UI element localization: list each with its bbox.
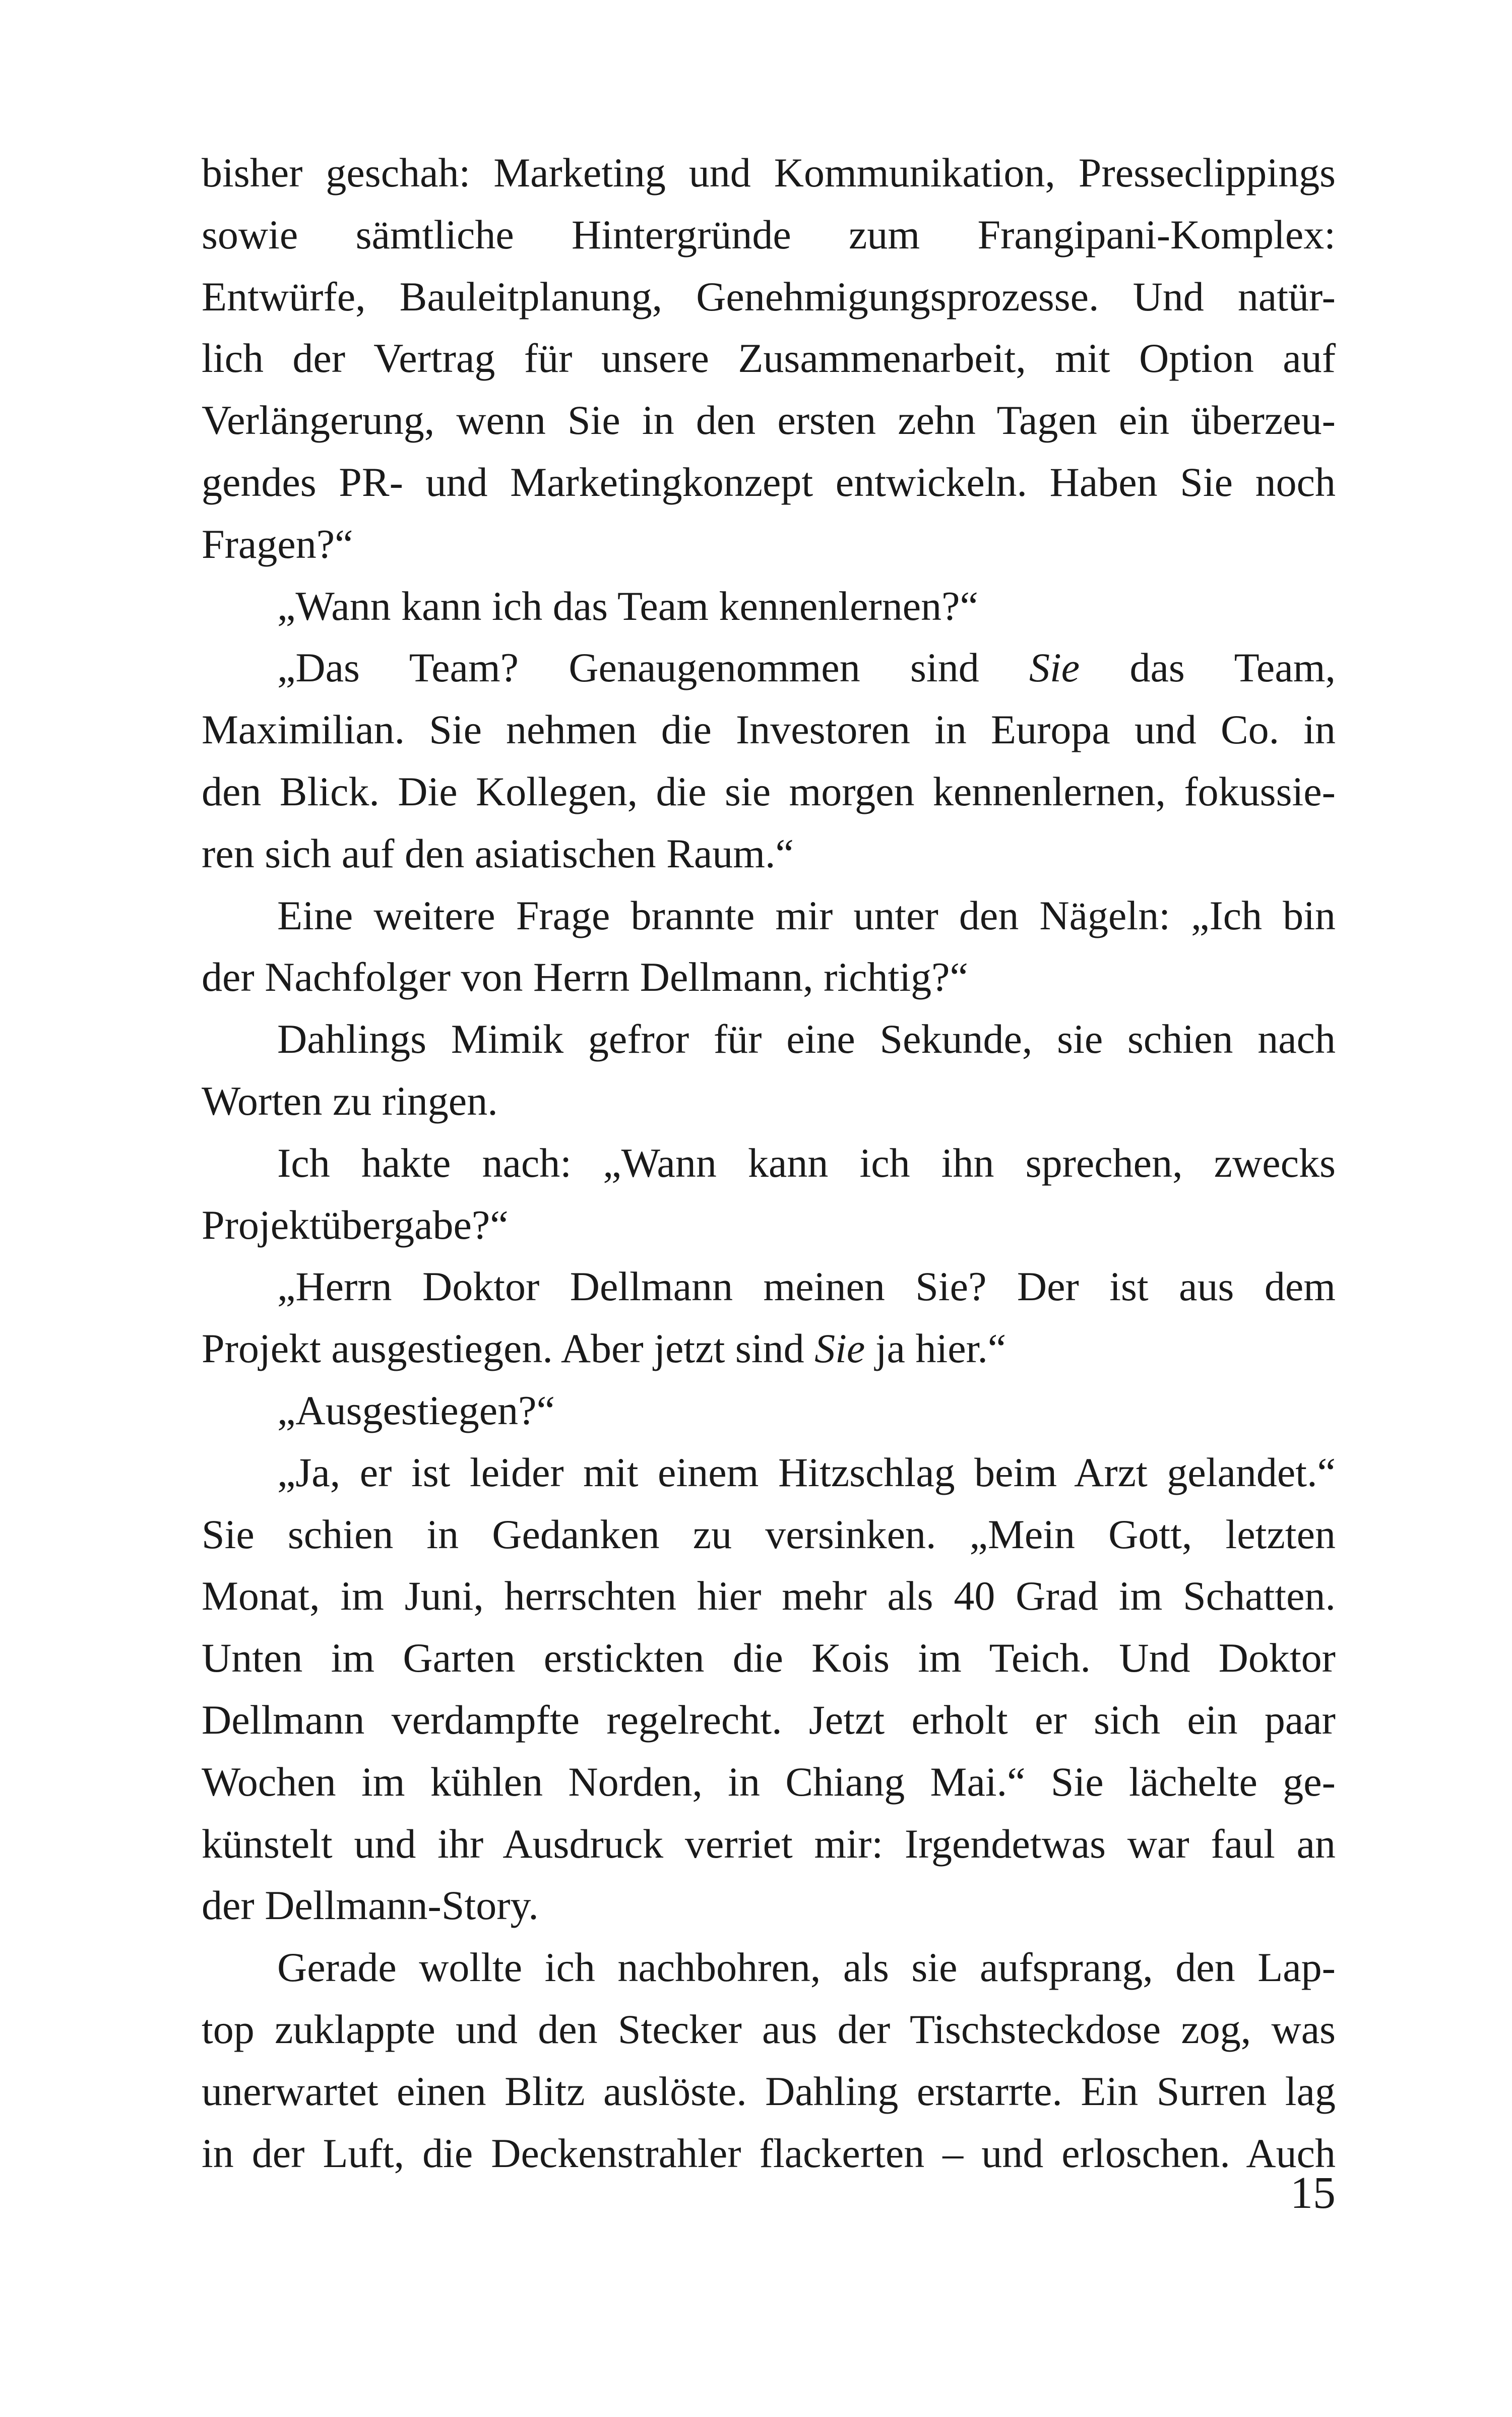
text-line: Entwürfe, Bauleitplanung, Genehmigungsprozesse. Und natür- — [202, 273, 1336, 320]
text-line: künstelt und ihr Ausdruck verriet mir: Irgendetwas war faul an — [202, 1820, 1336, 1867]
text-line: Projekt ausgestiegen. Aber jetzt sind Sie ja hier.“ — [202, 1325, 1006, 1372]
paragraph — [202, 1008, 1336, 1132]
text-line: lich der Vertrag für unsere Zusammenarbeit, mit Option auf — [202, 335, 1336, 381]
text-line: Monat, im Juni, herrschten hier mehr als 40 Grad im Schatten. — [202, 1573, 1336, 1619]
paragraph — [202, 1442, 1336, 1937]
body-text — [202, 142, 1336, 2184]
paragraph — [202, 885, 1336, 1009]
text-line: Gerade wollte ich nachbohren, als sie aufsprang, den Lap- — [277, 1944, 1336, 1991]
paragraph — [202, 142, 1336, 576]
paragraph — [202, 1132, 1336, 1256]
text-line: den Blick. Die Kollegen, die sie morgen kennenlernen, fokussie- — [202, 768, 1336, 814]
page-number: 15 — [1290, 2168, 1336, 2218]
text-line: bisher geschah: Marketing und Kommunikation, Presseclippings — [202, 150, 1336, 196]
paragraph — [202, 637, 1336, 884]
text-line: Verlängerung, wenn Sie in den ersten zehn Tagen ein überzeu- — [202, 397, 1336, 443]
text-line: Ich hakte nach: „Wann kann ich ihn sprechen, zwecks — [277, 1139, 1336, 1186]
text-line: ren sich auf den asiatischen Raum.“ — [202, 830, 794, 876]
text-line: Dellmann verdampfte regelrecht. Jetzt erholt er sich ein paar — [202, 1696, 1336, 1743]
text-line: sowie sämtliche Hintergründe zum Frangipani-Komplex: — [202, 211, 1336, 258]
text-line: unerwartet einen Blitz auslöste. Dahling erstarrte. Ein Surren lag — [202, 2068, 1336, 2114]
text-line: Projektübergabe?“ — [202, 1201, 509, 1248]
paragraph — [202, 1256, 1336, 1380]
text-line: gendes PR- und Marketingkonzept entwickeln. Haben Sie noch — [202, 459, 1336, 505]
paragraph — [202, 1937, 1336, 2184]
text-line: Maximilian. Sie nehmen die Investoren in Europa und Co. in — [202, 707, 1336, 753]
text-line: Dahlings Mimik gefror für eine Sekunde, sie schien nach — [277, 1016, 1336, 1062]
text-line: „Das Team? Genaugenommen sind Sie das Team, — [277, 645, 1336, 691]
text-line: Eine weitere Frage brannte mir unter den Nägeln: „Ich bin — [277, 892, 1336, 938]
text-line: der Dellmann-Story. — [202, 1882, 539, 1929]
text-line: „Herrn Doktor Dellmann meinen Sie? Der ist aus dem — [277, 1263, 1336, 1310]
text-line: „Ja, er ist leider mit einem Hitzschlag beim Arzt gelandet.“ — [277, 1449, 1336, 1495]
text-line: top zuklappte und den Stecker aus der Tischsteckdose zog, was — [202, 2006, 1336, 2052]
text-line: Unten im Garten erstickten die Kois im Teich. Und Doktor — [202, 1635, 1336, 1681]
text-line: Worten zu ringen. — [202, 1077, 498, 1124]
paragraph — [202, 576, 1336, 638]
paragraph — [202, 1380, 1336, 1442]
text-line: der Nachfolger von Herrn Dellmann, richtig?“ — [202, 954, 968, 1000]
text-line: Fragen?“ — [202, 521, 353, 567]
text-line: Wochen im kühlen Norden, in Chiang Mai.“ Sie lächelte ge- — [202, 1758, 1336, 1805]
text-line: „Ausgestiegen?“ — [277, 1387, 555, 1433]
text-line: Sie schien in Gedanken zu versinken. „Mein Gott, letzten — [202, 1511, 1336, 1557]
text-line: in der Luft, die Deckenstrahler flackerten – und erloschen. Auch — [202, 2130, 1336, 2176]
text-line: „Wann kann ich das Team kennenlernen?“ — [277, 583, 978, 629]
